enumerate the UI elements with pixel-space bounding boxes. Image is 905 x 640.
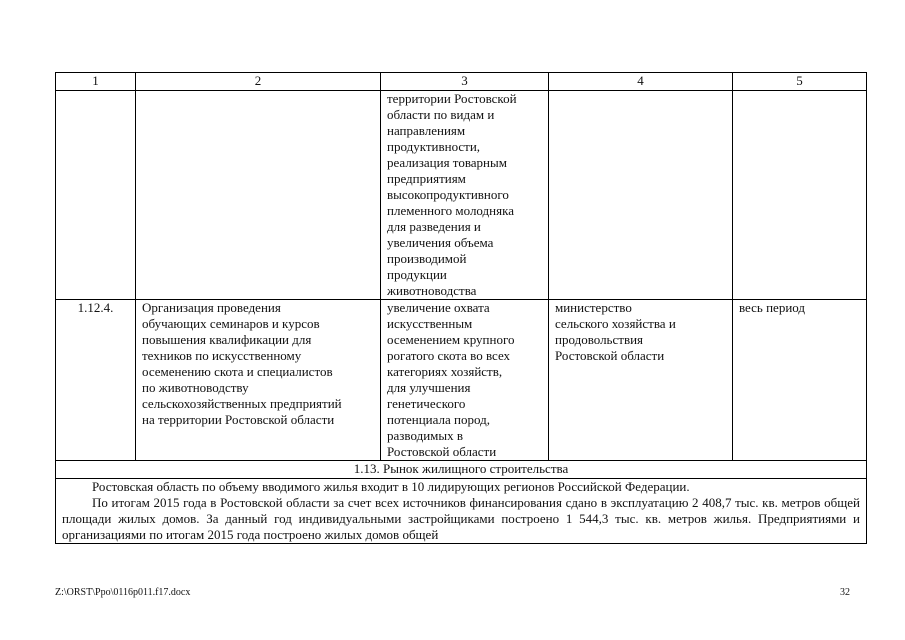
cell-line: направлениям bbox=[387, 123, 466, 138]
cell-line: Ростовской области bbox=[555, 348, 665, 363]
cell-line: Ростовской области bbox=[387, 444, 497, 459]
section-row bbox=[56, 461, 867, 479]
measures-table bbox=[55, 72, 867, 544]
cell-line: сельского хозяйства и bbox=[555, 316, 676, 331]
cell-line: осеменением крупного bbox=[387, 332, 515, 347]
header-col-3: 3 bbox=[381, 73, 549, 91]
cell-line: категориях хозяйств, bbox=[387, 364, 503, 379]
header-col-4: 4 bbox=[549, 73, 733, 91]
cell-line: искусственным bbox=[387, 316, 473, 331]
cell-line: производимой bbox=[387, 251, 467, 266]
cell-line: разводимых в bbox=[387, 428, 464, 443]
cell-line: осеменению скота и специалистов bbox=[142, 364, 333, 379]
cell-line: предприятиям bbox=[387, 171, 466, 186]
cell-line: увеличения объема bbox=[387, 235, 494, 250]
cell-line: области по видам и bbox=[387, 107, 495, 122]
cell-line: потенциала пород, bbox=[387, 412, 490, 427]
cell-line: для улучшения bbox=[387, 380, 471, 395]
cell-line: высокопродуктивного bbox=[387, 187, 509, 202]
cell-line: рогатого скота во всех bbox=[387, 348, 511, 363]
cell-line: министерство bbox=[555, 300, 632, 315]
text-row bbox=[56, 479, 867, 544]
cell-line: племенного молодняка bbox=[387, 203, 514, 218]
header-col-1: 1 bbox=[56, 73, 136, 91]
footer-file-path: Z:\ORST\Ppo\0116p011.f17.docx bbox=[55, 587, 191, 598]
header-col-2: 2 bbox=[136, 73, 381, 91]
section-title: 1.13. Рынок жилищного строительства bbox=[56, 461, 867, 479]
cell-line: территории Ростовской bbox=[387, 91, 517, 106]
cell-line: сельскохозяйственных предприятий bbox=[142, 396, 342, 411]
continuation-col-1 bbox=[56, 91, 136, 300]
cell-line: техников по искусственному bbox=[142, 348, 302, 363]
paragraph-2: По итогам 2015 года в Ростовской области за счет всех источников финансирования сдано в эксплуатацию 2 408,7 тыс. кв. метров общей площади жилых домов. За данный год индивидуальными застройщиками построено 1 544,3 тыс. кв. метров жилья. Предприятиями и организациями по итогам 2015 года построено жилых домов общей bbox=[62, 495, 860, 542]
cell-line: реализация товарным bbox=[387, 155, 507, 170]
cell-line: повышения квалификации для bbox=[142, 332, 312, 347]
table-row-1-12-4 bbox=[56, 300, 867, 461]
section-text-cell bbox=[56, 479, 867, 544]
row-activity bbox=[136, 300, 381, 461]
cell-line: для разведения и bbox=[387, 219, 481, 234]
continuation-col-3 bbox=[381, 91, 549, 300]
continuation-col-2 bbox=[136, 91, 381, 300]
cell-line: на территории Ростовской области bbox=[142, 412, 335, 427]
cell-line: генетического bbox=[387, 396, 466, 411]
continuation-col-4 bbox=[549, 91, 733, 300]
cell-line: животноводства bbox=[387, 283, 477, 298]
row-expected-result bbox=[381, 300, 549, 461]
footer-page-number: 32 bbox=[840, 587, 850, 598]
continuation-col-5 bbox=[733, 91, 867, 300]
cell-line: продукции bbox=[387, 267, 447, 282]
paragraph-1: Ростовская область по объему вводимого жилья входит в 10 лидирующих регионов Российской Федерации. bbox=[92, 479, 690, 494]
cell-line: Организация проведения bbox=[142, 300, 281, 315]
row-number: 1.12.4. bbox=[56, 300, 136, 461]
cell-line: продуктивности, bbox=[387, 139, 481, 154]
cell-line: продовольствия bbox=[555, 332, 644, 347]
table-header-row bbox=[56, 73, 867, 91]
row-responsible bbox=[549, 300, 733, 461]
cell-line: обучающих семинаров и курсов bbox=[142, 316, 320, 331]
cell-line: увеличение охвата bbox=[387, 300, 490, 315]
row-period: весь период bbox=[733, 300, 867, 461]
cell-line: по животноводству bbox=[142, 380, 249, 395]
header-col-5: 5 bbox=[733, 73, 867, 91]
table-row-continuation bbox=[56, 91, 867, 300]
